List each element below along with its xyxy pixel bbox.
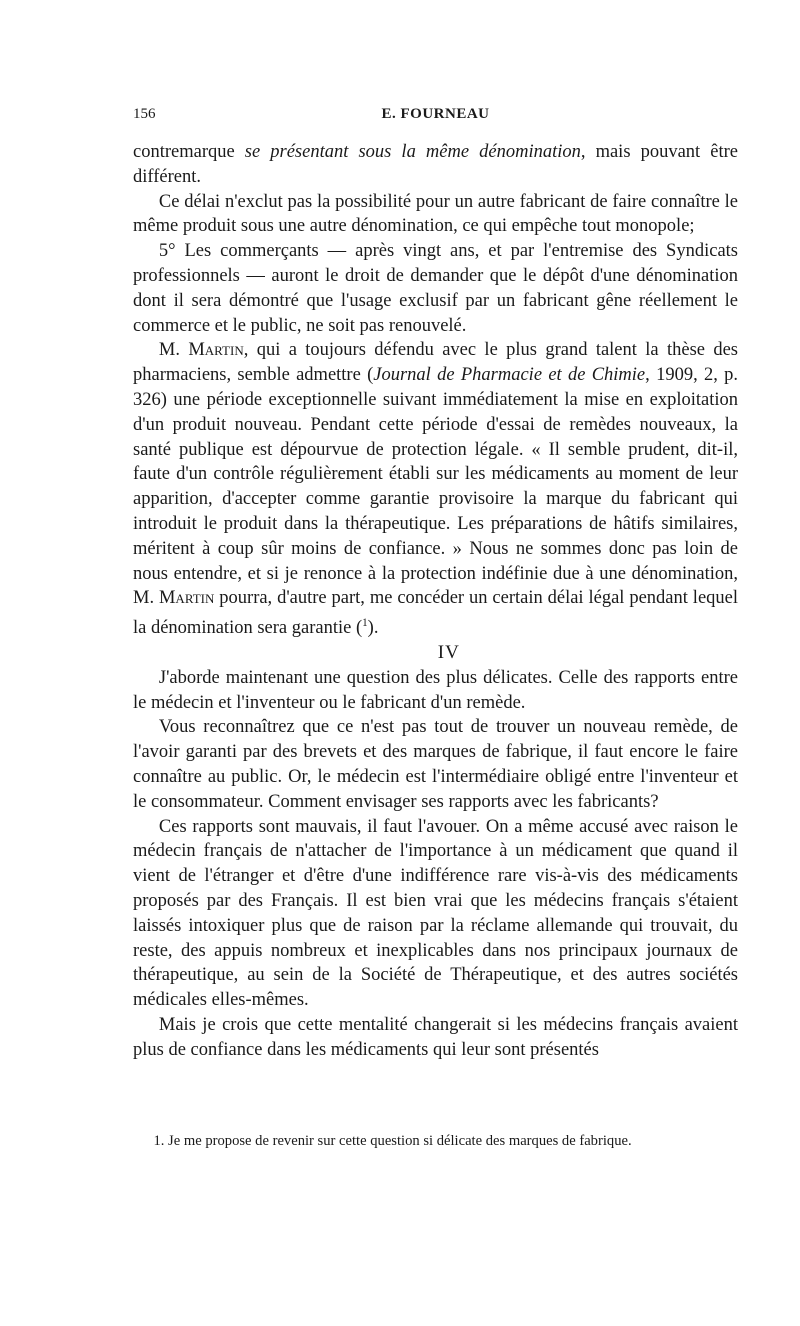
- author-name-martin: Martin: [188, 340, 244, 361]
- footnote: 1. Je me propose de revenir sur cette question si délicate des marques de fabrique.: [153, 1133, 632, 1149]
- paragraph-5: J'aborde maintenant une question des plus délicates. Celle des rapports entre le médecin et l'inventeur ou le fabricant d'un remède.: [133, 667, 738, 713]
- paragraph-1: [133, 140, 738, 190]
- journal-title: Journal de Pharmacie et de Chimie: [373, 365, 646, 386]
- page-number: 156: [133, 106, 156, 122]
- p1-italic: se présentant sous la même dénomination: [244, 142, 581, 162]
- paragraph-6: Vous reconnaîtrez que ce n'est pas tout de trouver un nouveau remède, de l'avoir garanti par des brevets et des marques de fabrique, il faut encore le faire connaître au public. Or, le médecin est l'intermédiaire obligé entre l'inventeur et le consommateur. Comment envisager ses rapports avec les fabricants?: [133, 717, 738, 812]
- p4-text-b: , qui a toujours défendu avec le plus grand talent la thèse des pharmaciens, semble admettre (: [133, 340, 738, 386]
- p4-text-a: M.: [158, 340, 189, 361]
- paragraph-2: Ce délai n'exclut pas la possibilité pour un autre fabricant de faire connaître le même produit sous une autre dénomination, ce qui empêche tout monopole;: [133, 191, 738, 237]
- running-head: E. FOURNEAU: [381, 106, 490, 122]
- paragraph-7: Ces rapports sont mauvais, il faut l'avouer. On a même accusé avec raison le médecin français de n'attacher de l'importance à un médicament que quand il vient de l'étranger et d'être d'une indifférence rare vis-à-vis des médicaments proposés par des Français. Il est bien vrai que les médecins français s'étaient laissés intoxiquer plus que de raison par la réclame allemande qui trouvait, du reste, des appuis nombreux et inexplicables dans nos principaux journaux de thérapeutique, au sein de la Société de Thérapeutique, et des autres sociétés médicales elles-mêmes.: [133, 816, 738, 1011]
- author-name-martin-2: Martin: [158, 588, 215, 609]
- p1-text-c: , mais pouvant être différent.: [133, 142, 739, 187]
- p1-text-a: contremarque: [133, 142, 245, 162]
- p4-text-d: pourra, d'autre part, me concéder un certain délai légal pendant lequel la dénomination sera garantie (: [133, 588, 739, 639]
- section-heading: IV: [437, 642, 460, 664]
- footnote-marker: 1: [362, 617, 368, 630]
- paragraph-8: Mais je crois que cette mentalité changerait si les médecins français avaient plus de confiance dans les médicaments qui leur sont présentés: [133, 1015, 738, 1060]
- p4-text-e: ).: [367, 618, 379, 639]
- paragraph-3: 5° Les commerçants — après vingt ans, et par l'entremise des Syndicats professionnels — auront le droit de demander que le dépôt d'une dénomination dont il sera démontré que l'usage exclusif par un fabricant gêne réellement le commerce et le public, ne soit pas renouvelé.: [133, 241, 738, 336]
- paragraph-4: [133, 338, 738, 641]
- p4-text-c: , 1909, 2, p. 326) une période exceptionnelle suivant immédiatement la mise en exploitation d'un produit nouveau. Pendant cette période d'essai de remèdes nouveaux, la santé publique est dépourvue de protection légale. « Il semble prudent, dit-il, faute d'un contrôle régulièrement établi sur les médicaments au moment de leur apparition, d'accepter comme garantie provisoire la marque du fabricant qui introduit le produit dans la thérapeutique. Les préparations de hâtifs similaires, méritent à coup sûr moins de confiance. » Nous ne sommes donc pas loin de nous entendre, et si je renonce à la protection indéfinie due à une dénomination, M.: [133, 365, 739, 609]
- body-text: [133, 140, 738, 1063]
- page-header: [133, 106, 738, 130]
